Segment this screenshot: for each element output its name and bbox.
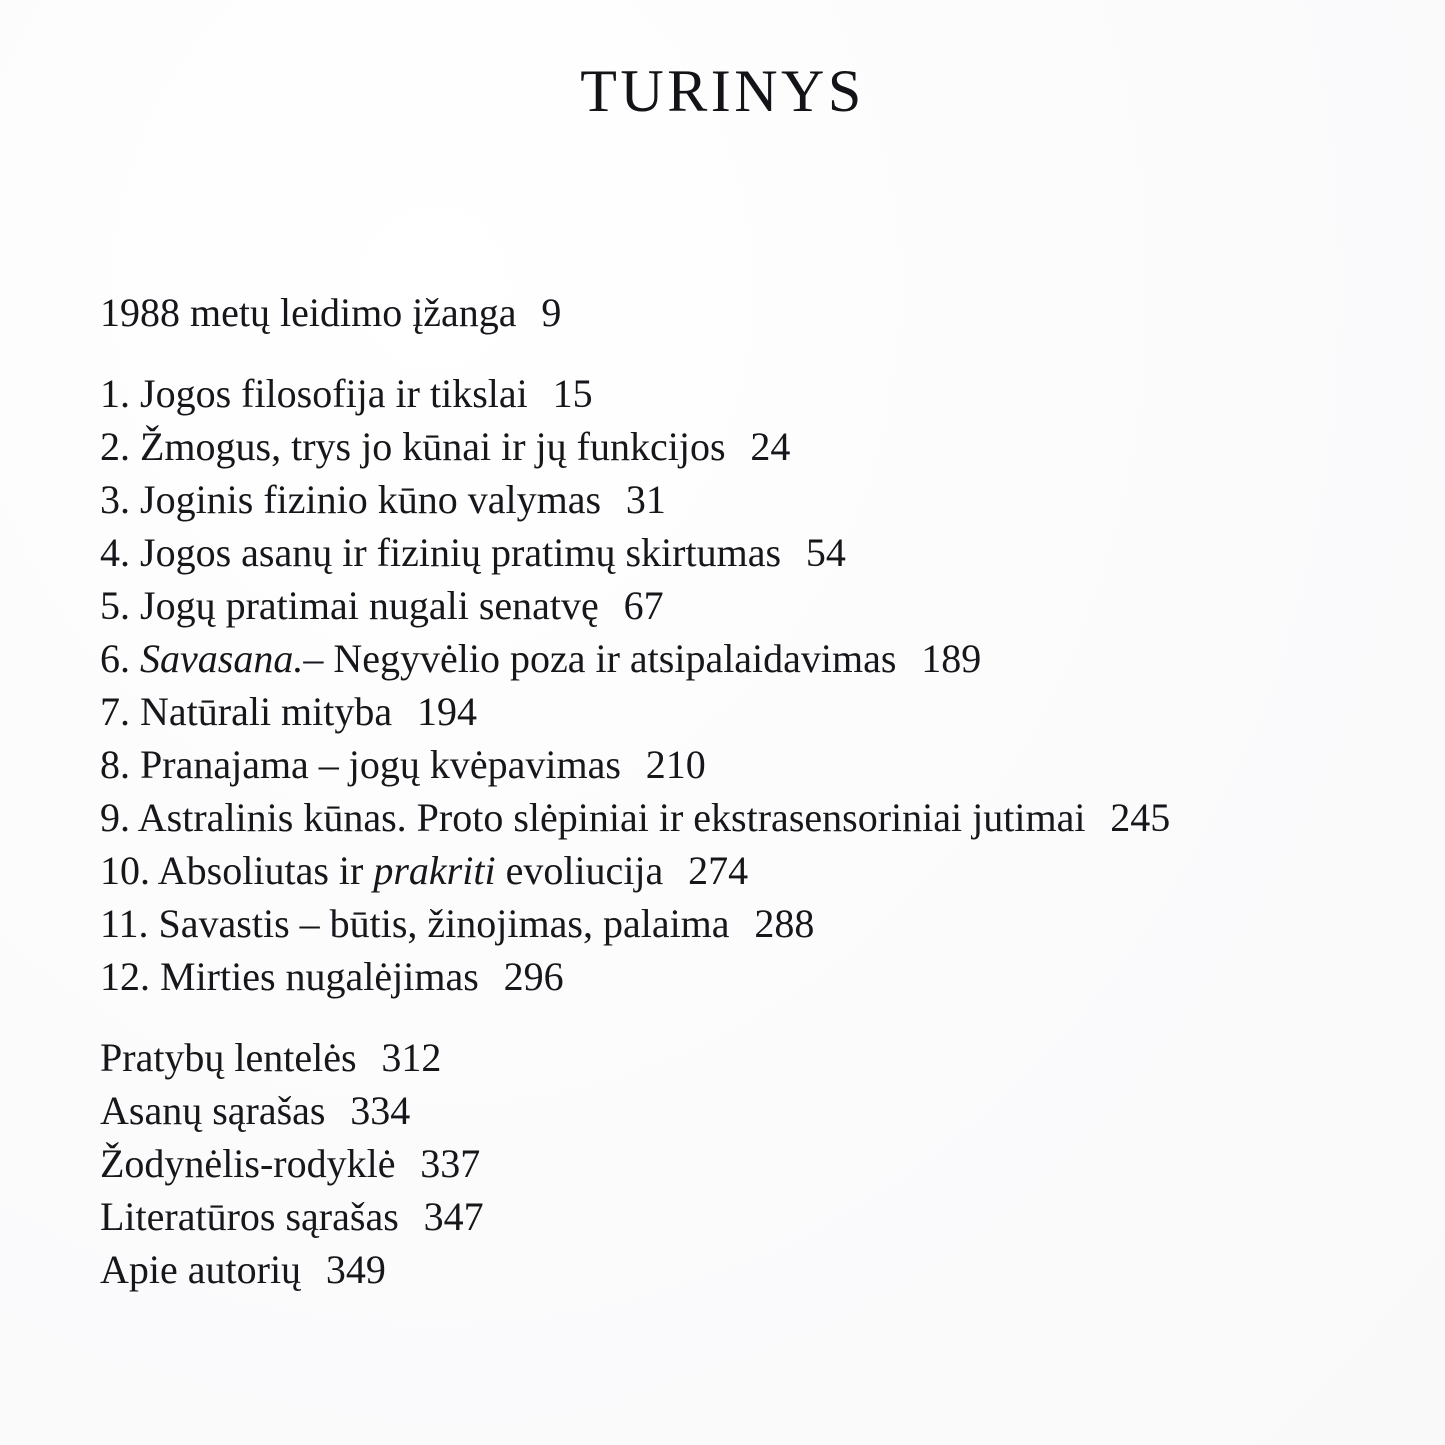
entry-leader-gap	[726, 420, 751, 473]
entry-title: Pratybų lentelės	[100, 1035, 357, 1080]
entry-title: Asanų sąrašas	[100, 1088, 326, 1133]
entry-leader-gap	[730, 897, 755, 950]
page-title: TURINYS	[580, 58, 865, 124]
entry-leader-gap	[479, 950, 504, 1003]
entry-title-italic: Savasana.	[140, 636, 304, 681]
entry-page-number: 189	[921, 636, 982, 681]
table-of-contents	[100, 286, 1350, 1296]
entry-title: Absoliutas ir prakriti evoliucija	[157, 848, 664, 893]
toc-chapter-entry[interactable]	[100, 473, 1350, 526]
entry-leader-gap	[1085, 791, 1110, 844]
entry-page-number: 210	[645, 742, 706, 787]
entry-number: 12.	[100, 954, 160, 999]
entry-page-number: 296	[503, 954, 564, 999]
toc-back-matter-entry[interactable]	[100, 1243, 1350, 1296]
toc-back-matter-entry[interactable]	[100, 1190, 1350, 1243]
entry-title: Jogos filosofija ir tikslai	[140, 371, 528, 416]
toc-chapter-entry[interactable]	[100, 632, 1350, 685]
entry-page-number: 31	[625, 477, 666, 522]
toc-chapter-entry[interactable]	[100, 897, 1350, 950]
entry-title: Literatūros sąrašas	[100, 1194, 399, 1239]
entry-number: 7.	[100, 689, 140, 734]
entry-page-number: 312	[381, 1035, 442, 1080]
entry-page-number: 274	[688, 848, 749, 893]
entry-leader-gap	[599, 579, 624, 632]
front-matter-list	[100, 286, 1350, 339]
entry-number: 6.	[100, 636, 140, 681]
entry-number: 9.	[100, 795, 138, 840]
toc-chapter-entry[interactable]	[100, 526, 1350, 579]
entry-page-number: 15	[552, 371, 593, 416]
entry-leader-gap	[517, 286, 542, 339]
entry-page-number: 67	[623, 583, 664, 628]
entry-page-number: 347	[423, 1194, 484, 1239]
entry-number: 4.	[100, 530, 140, 575]
entry-leader-gap	[621, 738, 646, 791]
entry-leader-gap	[528, 367, 553, 420]
entry-leader-gap	[392, 685, 417, 738]
toc-chapter-entry[interactable]	[100, 738, 1350, 791]
entry-page-number: 194	[416, 689, 477, 734]
entry-number: 8.	[100, 742, 140, 787]
entry-page-number: 337	[420, 1141, 481, 1186]
entry-title: 1988 metų leidimo įžanga	[100, 290, 517, 335]
entry-title-italic: prakriti	[373, 848, 496, 893]
entry-leader-gap	[326, 1084, 351, 1137]
chapter-list	[100, 367, 1350, 1003]
entry-title: Jogų pratimai nugali senatvę	[140, 583, 599, 628]
toc-chapter-entry[interactable]	[100, 791, 1350, 844]
toc-back-matter-entry[interactable]	[100, 1084, 1350, 1137]
toc-back-matter-entry[interactable]	[100, 1031, 1350, 1084]
entry-page-number: 245	[1110, 795, 1171, 840]
entry-title: Savasana.– Negyvėlio poza ir atsipalaidavimas	[140, 636, 897, 681]
toc-chapter-entry[interactable]	[100, 685, 1350, 738]
entry-leader-gap	[781, 526, 806, 579]
entry-title: Žodynėlis-rodyklė	[100, 1141, 396, 1186]
entry-title: Žmogus, trys jo kūnai ir jų funkcijos	[140, 424, 726, 469]
entry-leader-gap	[301, 1243, 326, 1296]
entry-page-number: 288	[754, 901, 815, 946]
entry-leader-gap	[663, 844, 688, 897]
entry-title: Pranajama – jogų kvėpavimas	[140, 742, 621, 787]
entry-number: 11.	[100, 901, 159, 946]
entry-leader-gap	[396, 1137, 421, 1190]
entry-title: Astralinis kūnas. Proto slėpiniai ir ekstrasensoriniai jutimai	[137, 795, 1086, 840]
toc-chapter-entry[interactable]	[100, 579, 1350, 632]
entry-title: Apie autorių	[100, 1247, 302, 1292]
back-matter-list	[100, 1031, 1350, 1296]
entry-page-number: 9	[541, 290, 562, 335]
entry-page-number: 334	[350, 1088, 411, 1133]
toc-chapter-entry[interactable]	[100, 844, 1350, 897]
entry-title: Mirties nugalėjimas	[160, 954, 479, 999]
entry-leader-gap	[896, 632, 921, 685]
entry-title: Savastis – būtis, žinojimas, palaima	[158, 901, 730, 946]
toc-chapter-entry[interactable]	[100, 950, 1350, 1003]
entry-leader-gap	[399, 1190, 424, 1243]
toc-chapter-entry[interactable]	[100, 367, 1350, 420]
entry-page-number: 349	[325, 1247, 386, 1292]
toc-front-matter-entry[interactable]	[100, 286, 1350, 339]
entry-number: 2.	[100, 424, 140, 469]
entry-title: Natūrali mityba	[140, 689, 393, 734]
entry-number: 3.	[100, 477, 140, 522]
entry-title: Jogos asanų ir fizinių pratimų skirtumas	[140, 530, 782, 575]
entry-leader-gap	[357, 1031, 382, 1084]
entry-number: 5.	[100, 583, 140, 628]
entry-page-number: 24	[750, 424, 791, 469]
toc-back-matter-entry[interactable]	[100, 1137, 1350, 1190]
entry-page-number: 54	[805, 530, 846, 575]
entry-number: 10.	[100, 848, 158, 893]
entry-number: 1.	[100, 371, 140, 416]
entry-title: Joginis fizinio kūno valymas	[140, 477, 602, 522]
toc-chapter-entry[interactable]	[100, 420, 1350, 473]
entry-leader-gap	[601, 473, 626, 526]
